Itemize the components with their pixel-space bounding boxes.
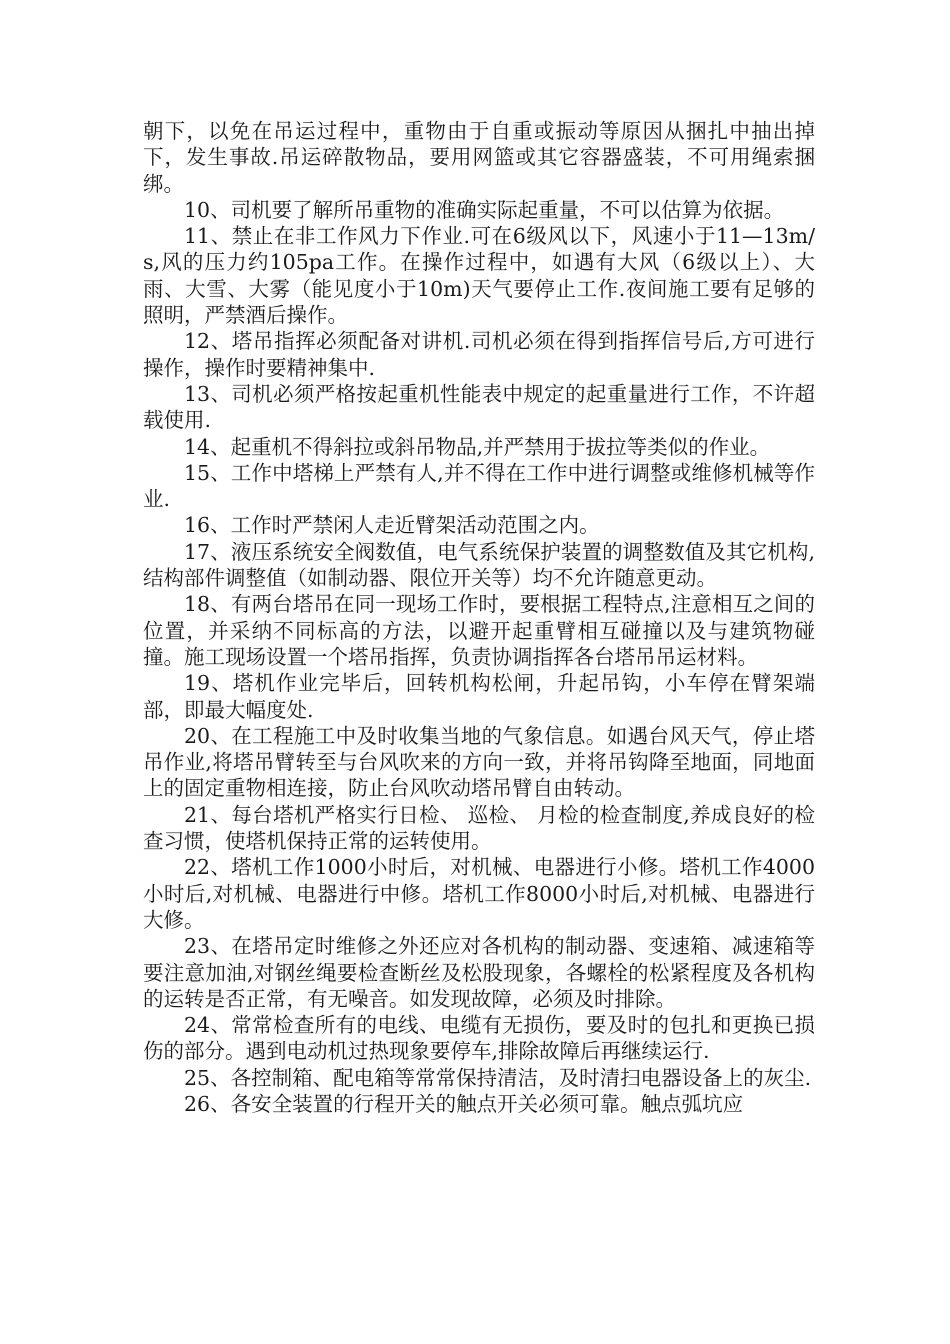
document-body (143, 118, 815, 1117)
paragraph-item-10: 10、司机要了解所吊重物的准确实际起重量，不可以估算为依据。 (184, 197, 785, 222)
paragraph-item-15: 15、工作中塔梯上严禁有人,并不得在工作中进行调整或维修机械等作业. (143, 460, 815, 512)
paragraph-item-21: 21、每台塔机严格实行日检、 巡检、 月检的检查制度,养成良好的检查习惯，使塔机保持正常的运转使用。 (143, 802, 815, 854)
paragraph-item-16: 16、工作时严禁闲人走近臂架活动范围之内。 (184, 513, 600, 538)
paragraph-item-14: 14、起重机不得斜拉或斜吊物品,并严禁用于拔拉等类似的作业。 (184, 434, 771, 459)
paragraph-item-13: 13、司机必须严格按起重机性能表中规定的起重量进行工作，不许超载使用. (143, 381, 815, 433)
paragraph-item-26: 26、各安全装置的行程开关的触点开关必须可靠。触点弧坑应 (184, 1091, 744, 1116)
paragraph-item-11: 11、禁止在非工作风力下作业.可在6级风以下，风速小于11—13m/s,风的压力约105pa工作。在操作过程中，如遇有大风（6级以上）、大雨、大雪、大雾（能见度小于10m)天气要停止工作.夜间施工要有足够的照明，严禁酒后操作。 (143, 224, 815, 328)
paragraph-item-23: 23、在塔吊定时维修之外还应对各机构的制动器、变速箱、减速箱等要注意加油,对钢丝绳要检查断丝及松股现象，各螺栓的松紧程度及各机构的运转是否正常，有无噪音。如发现故障，必须及时排除。 (143, 934, 815, 1011)
paragraph-item-24: 24、常常检查所有的电线、电缆有无损伤，要及时的包扎和更换已损伤的部分。遇到电动机过热现象要停车,排除故障后再继续运行. (143, 1013, 815, 1064)
paragraph-item-22: 22、塔机工作1000小时后，对机械、电器进行小修。塔机工作4000小时后,对机械、电器进行中修。塔机工作8000小时后,对机械、电器进行大修。 (143, 855, 815, 932)
paragraph-item-17: 17、液压系统安全阀数值，电气系统保护装置的调整数值及其它机构,结构部件调整值（如制动器、限位开关等）均不允许随意更动。 (143, 539, 815, 591)
paragraph-item-12: 12、塔吊指挥必须配备对讲机.司机必须在得到指挥信号后,方可进行操作，操作时要精神集中. (143, 329, 815, 380)
paragraph-continuation: 朝下，以免在吊运过程中，重物由于自重或振动等原因从捆扎中抽出掉下，发生事故.吊运碎散物品，要用网篮或其它容器盛装，不可用绳索捆绑。 (143, 119, 815, 196)
paragraph-item-20: 20、在工程施工中及时收集当地的气象信息。如遇台风天气，停止塔吊作业,将塔吊臂转至与台风吹来的方向一致，并将吊钩降至地面，同地面上的固定重物相连接，防止台风吹动塔吊臂自由转动。 (143, 723, 815, 801)
paragraph-item-18: 18、有两台塔吊在同一现场工作时，要根据工程特点,注意相互之间的位置，并采纳不同标高的方法，以避开起重臂相互碰撞以及与建筑物碰撞。施工现场设置一个塔吊指挥，负责协调指挥各台塔吊吊运材料。 (143, 592, 815, 669)
paragraph-item-25: 25、各控制箱、配电箱等常常保持清洁，及时清扫电器设备上的灰尘. (184, 1065, 812, 1090)
paragraph-item-19: 19、塔机作业完毕后，回转机构松闸，升起吊钩，小车停在臂架端部，即最大幅度处. (143, 671, 815, 722)
